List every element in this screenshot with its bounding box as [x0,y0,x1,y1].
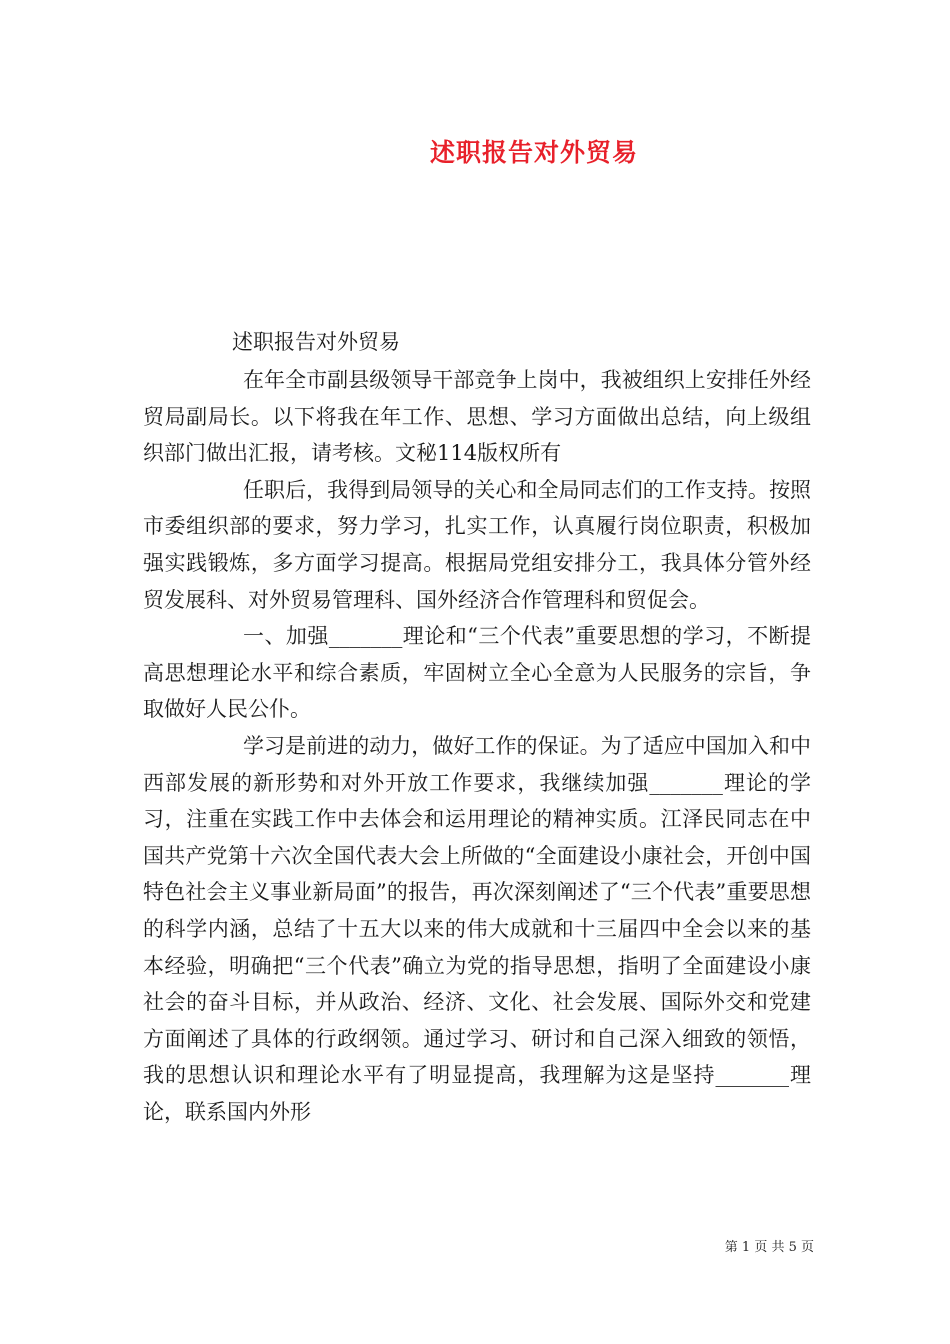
document-heading: 述职报告对外贸易 [232,330,400,354]
paragraph-duties: 任职后，我得到局领导的关心和全局同志们的工作支持。按照市委组织部的要求，努力学习，扎实工作，认真履行岗位职责，积极加强实践锻炼，多方面学习提高。根据局党组安排分工，我具体分管外经贸发展科、对外贸易管理科、国外经济合作管理科和贸促会。 [143,477,811,612]
document-body [143,362,811,1130]
page-title: 述职报告对外贸易 [429,138,638,167]
paragraph-section-one: 一、加强_______理论和“三个代表”重要思想的学习，不断提高思想理论水平和综合素质，牢固树立全心全意为人民服务的宗旨，争取做好人民公仆。 [143,624,811,722]
paragraph-study: 学习是前进的动力，做好工作的保证。为了适应中国加入和中西部发展的新形势和对外开放工作要求，我继续加强_______理论的学习，注重在实践工作中去体会和运用理论的精神实质。江泽民同志在中国共产党第十六次全国代表大会上所做的“全面建设小康社会，开创中国特色社会主义事业新局面”的报告，再次深刻阐述了“三个代表”重要思想的科学内涵，总结了十五大以来的伟大成就和十三届四中全会以来的基本经验，明确把“三个代表”确立为党的指导思想，指明了全面建设小康社会的奋斗目标，并从政治、经济、文化、社会发展、国际外交和党建方面阐述了具体的行政纲领。通过学习、研讨和自己深入细致的领悟，我的思想认识和理论水平有了明显提高，我理解为这是坚持_______理论，联系国内外形 [143,733,811,1124]
page-number-footer: 第 1 页 共 5 页 [724,1240,814,1255]
paragraph-intro: 在年全市副县级领导干部竞争上岗中，我被组织上安排任外经贸局副局长。以下将我在年工作、思想、学习方面做出总结，向上级组织部门做出汇报，请考核。文秘114版权所有 [143,368,811,466]
